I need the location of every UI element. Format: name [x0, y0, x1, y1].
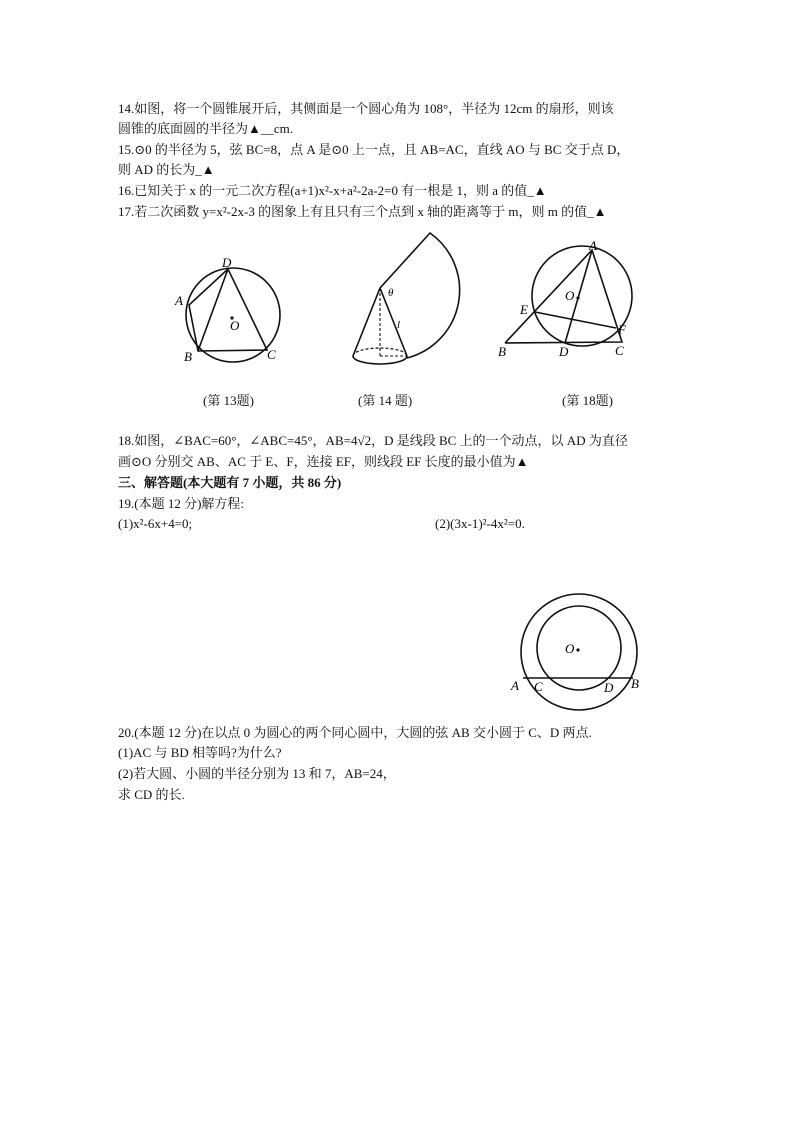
fig18-triangle: [505, 250, 622, 343]
caption-fig13: (第 13题): [203, 393, 254, 408]
q14-line1: 14.如图，将一个圆锥展开后，其侧面是一个圆心角为 108°，半径为 12cm 的扇形，则该: [118, 101, 614, 116]
fig13-label-C: C: [267, 347, 276, 362]
section-3-heading: 三、解答题(本大题有 7 小题，共 86 分): [118, 475, 342, 490]
fig20-label-O: O: [565, 641, 575, 656]
fig14-label-theta: θ: [388, 287, 394, 299]
q20-line3: (2)若大圆、小圆的半径分别为 13 和 7，AB=24，: [118, 766, 396, 781]
q14-line2: 圆锥的底面圆的半径为▲__cm.: [118, 121, 293, 136]
fig20-label-C: C: [534, 679, 543, 694]
q20-line1: 20.(本题 12 分)在以点 0 为圆心的两个同心圆中，大圆的弦 AB 交小圆于 C、D 两点.: [118, 725, 592, 740]
caption-fig14: (第 14 题): [358, 393, 413, 408]
fig18-EF: [535, 312, 616, 328]
fig20-label-B: B: [631, 676, 639, 691]
q17: 17.若二次函数 y=x²-2x-3 的图象上有且只有三个点到 x 轴的距离等于 m，则 m 的值_▲: [118, 204, 607, 219]
fig13-label-O: O: [230, 318, 240, 333]
q19-part1: (1)x²-6x+4=0;: [118, 516, 193, 531]
q18-line2: 画⊙O 分别交 AB、AC 于 E、F，连接 EF，则线段 EF 长度的最小值为▲: [118, 454, 529, 469]
fig20-label-A: A: [511, 678, 519, 693]
q20-line2: (1)AC 与 BD 相等吗?为什么?: [118, 745, 282, 760]
fig20-center-dot: [576, 648, 579, 651]
q16: 16.已知关于 x 的一元二次方程(a+1)x²-x+a²-2a-2=0 有一根是 1，则 a 的值_▲: [118, 183, 547, 198]
fig14-base-front: [353, 356, 407, 364]
q15-line1: 15.⊙0 的半径为 5，弦 BC=8，点 A 是⊙0 上一点，且 AB=AC，直线 AO 与 BC 交于点 D，: [118, 142, 630, 157]
fig18-label-F: F: [618, 322, 626, 337]
fig18-label-E: E: [520, 302, 528, 317]
fig18-label-O: O: [565, 288, 575, 303]
fig13-label-B: B: [184, 349, 192, 364]
caption-fig18: (第 18题): [562, 393, 613, 408]
q20-line4: 求 CD 的长.: [118, 787, 185, 802]
figure-20: [505, 590, 655, 715]
q19-part2: (2)(3x-1)²-4x²=0.: [435, 516, 525, 531]
q15-line2: 则 AD 的长为_▲: [118, 162, 215, 177]
fig18-label-C: C: [615, 343, 624, 358]
fig18-center-dot: [576, 296, 579, 299]
fig13-label-D: D: [222, 255, 232, 270]
fig14-cone-right: [380, 288, 407, 356]
fig20-label-D: D: [604, 680, 614, 695]
fig13-label-A: A: [175, 293, 183, 308]
q18-line1: 18.如图，∠BAC=60°，∠ABC=45°，AB=4√2，D 是线段 BC 上的一个动点，以 AD 为直径: [118, 433, 628, 448]
figure-14: [345, 228, 465, 368]
figure-13: [170, 255, 295, 365]
fig18-label-A: A: [589, 238, 597, 253]
q19: 19.(本题 12 分)解方程:: [118, 496, 245, 511]
figure-18: [495, 238, 635, 360]
fig14-label-l: l: [397, 319, 401, 331]
fig18-label-D: D: [559, 344, 569, 359]
fig18-label-B: B: [498, 344, 506, 359]
fig14-cone-left: [353, 288, 380, 356]
